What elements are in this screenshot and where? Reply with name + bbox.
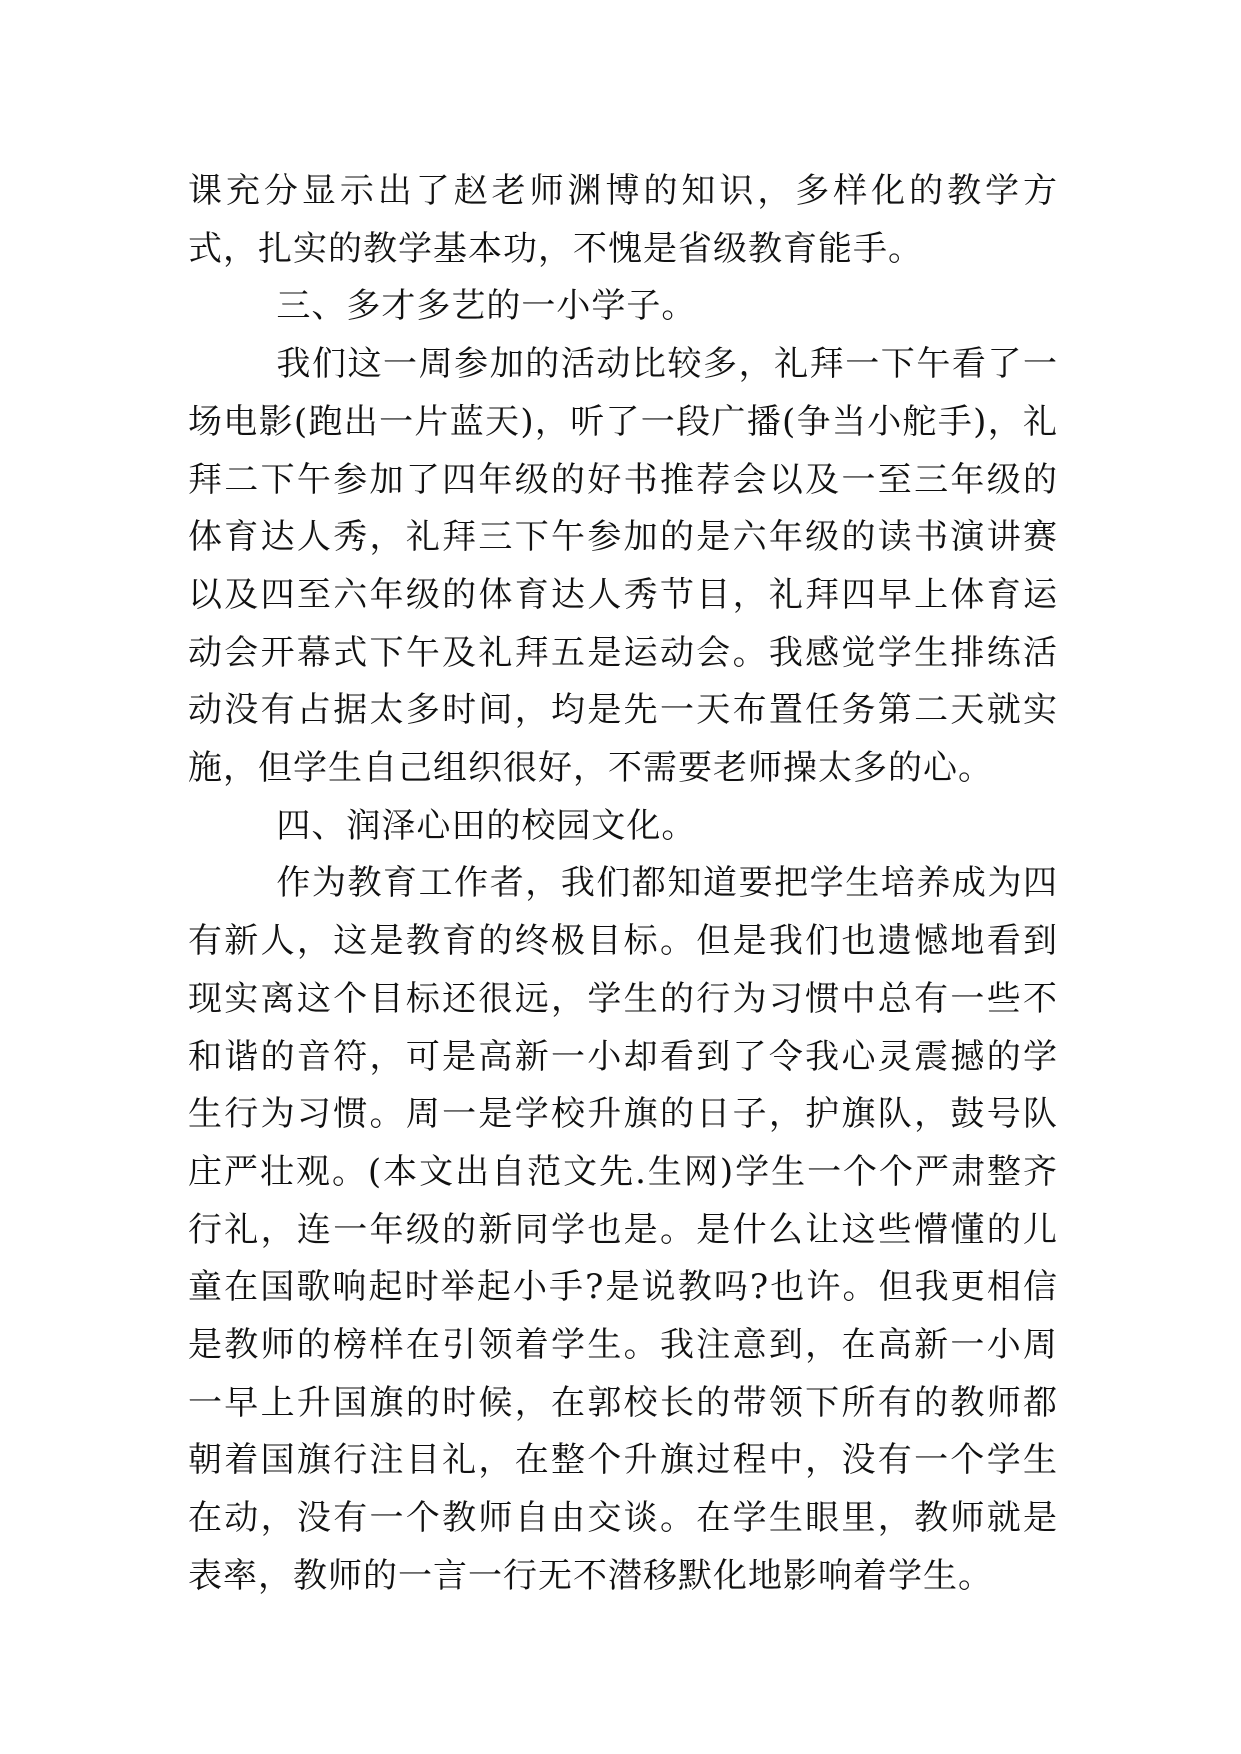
paragraph-continuation: 课充分显示出了赵老师渊博的知识，多样化的教学方式，扎实的教学基本功，不愧是省级教育能手。: [188, 171, 1058, 269]
paragraph-activities: 我们这一周参加的活动比较多，礼拜一下午看了一场电影(跑出一片蓝天)，听了一段广播(争当小舵手)，礼拜二下午参加了四年级的好书推荐会以及一至三年级的体育达人秀，礼拜三下午参加的是六年级的读书演讲赛以及四至六年级的体育达人秀节目，礼拜四早上体育运动会开幕式下午及礼拜五是运动会。我感觉学生排练活动没有占据太多时间，均是先一天布置任务第二天就实施，但学生自己组织很好，不需要老师操太多的心。: [188, 344, 1058, 789]
document-body: [188, 163, 1058, 1606]
section-heading-3: 三、多才多艺的一小学子。: [276, 286, 697, 327]
section-heading-4: 四、润泽心田的校园文化。: [276, 805, 697, 846]
paragraph-campus-culture: 作为教育工作者，我们都知道要把学生培养成为四有新人，这是教育的终极目标。但是我们也遗憾地看到现实离这个目标还很远，学生的行为习惯中总有一些不和谐的音符，可是高新一小却看到了令我心灵震撼的学生行为习惯。周一是学校升旗的日子，护旗队，鼓号队庄严壮观。(本文出自范文先.生网)学生一个个严肃整齐行礼，连一年级的新同学也是。是什么让这些懵懂的儿童在国歌响起时举起小手?是说教吗?也许。但我更相信是教师的榜样在引领着学生。我注意到，在高新一小周一早上升国旗的时候，在郭校长的带领下所有的教师都朝着国旗行注目礼，在整个升旗过程中，没有一个学生在动，没有一个教师自由交谈。在学生眼里，教师就是表率，教师的一言一行无不潜移默化地影响着学生。: [188, 863, 1058, 1596]
